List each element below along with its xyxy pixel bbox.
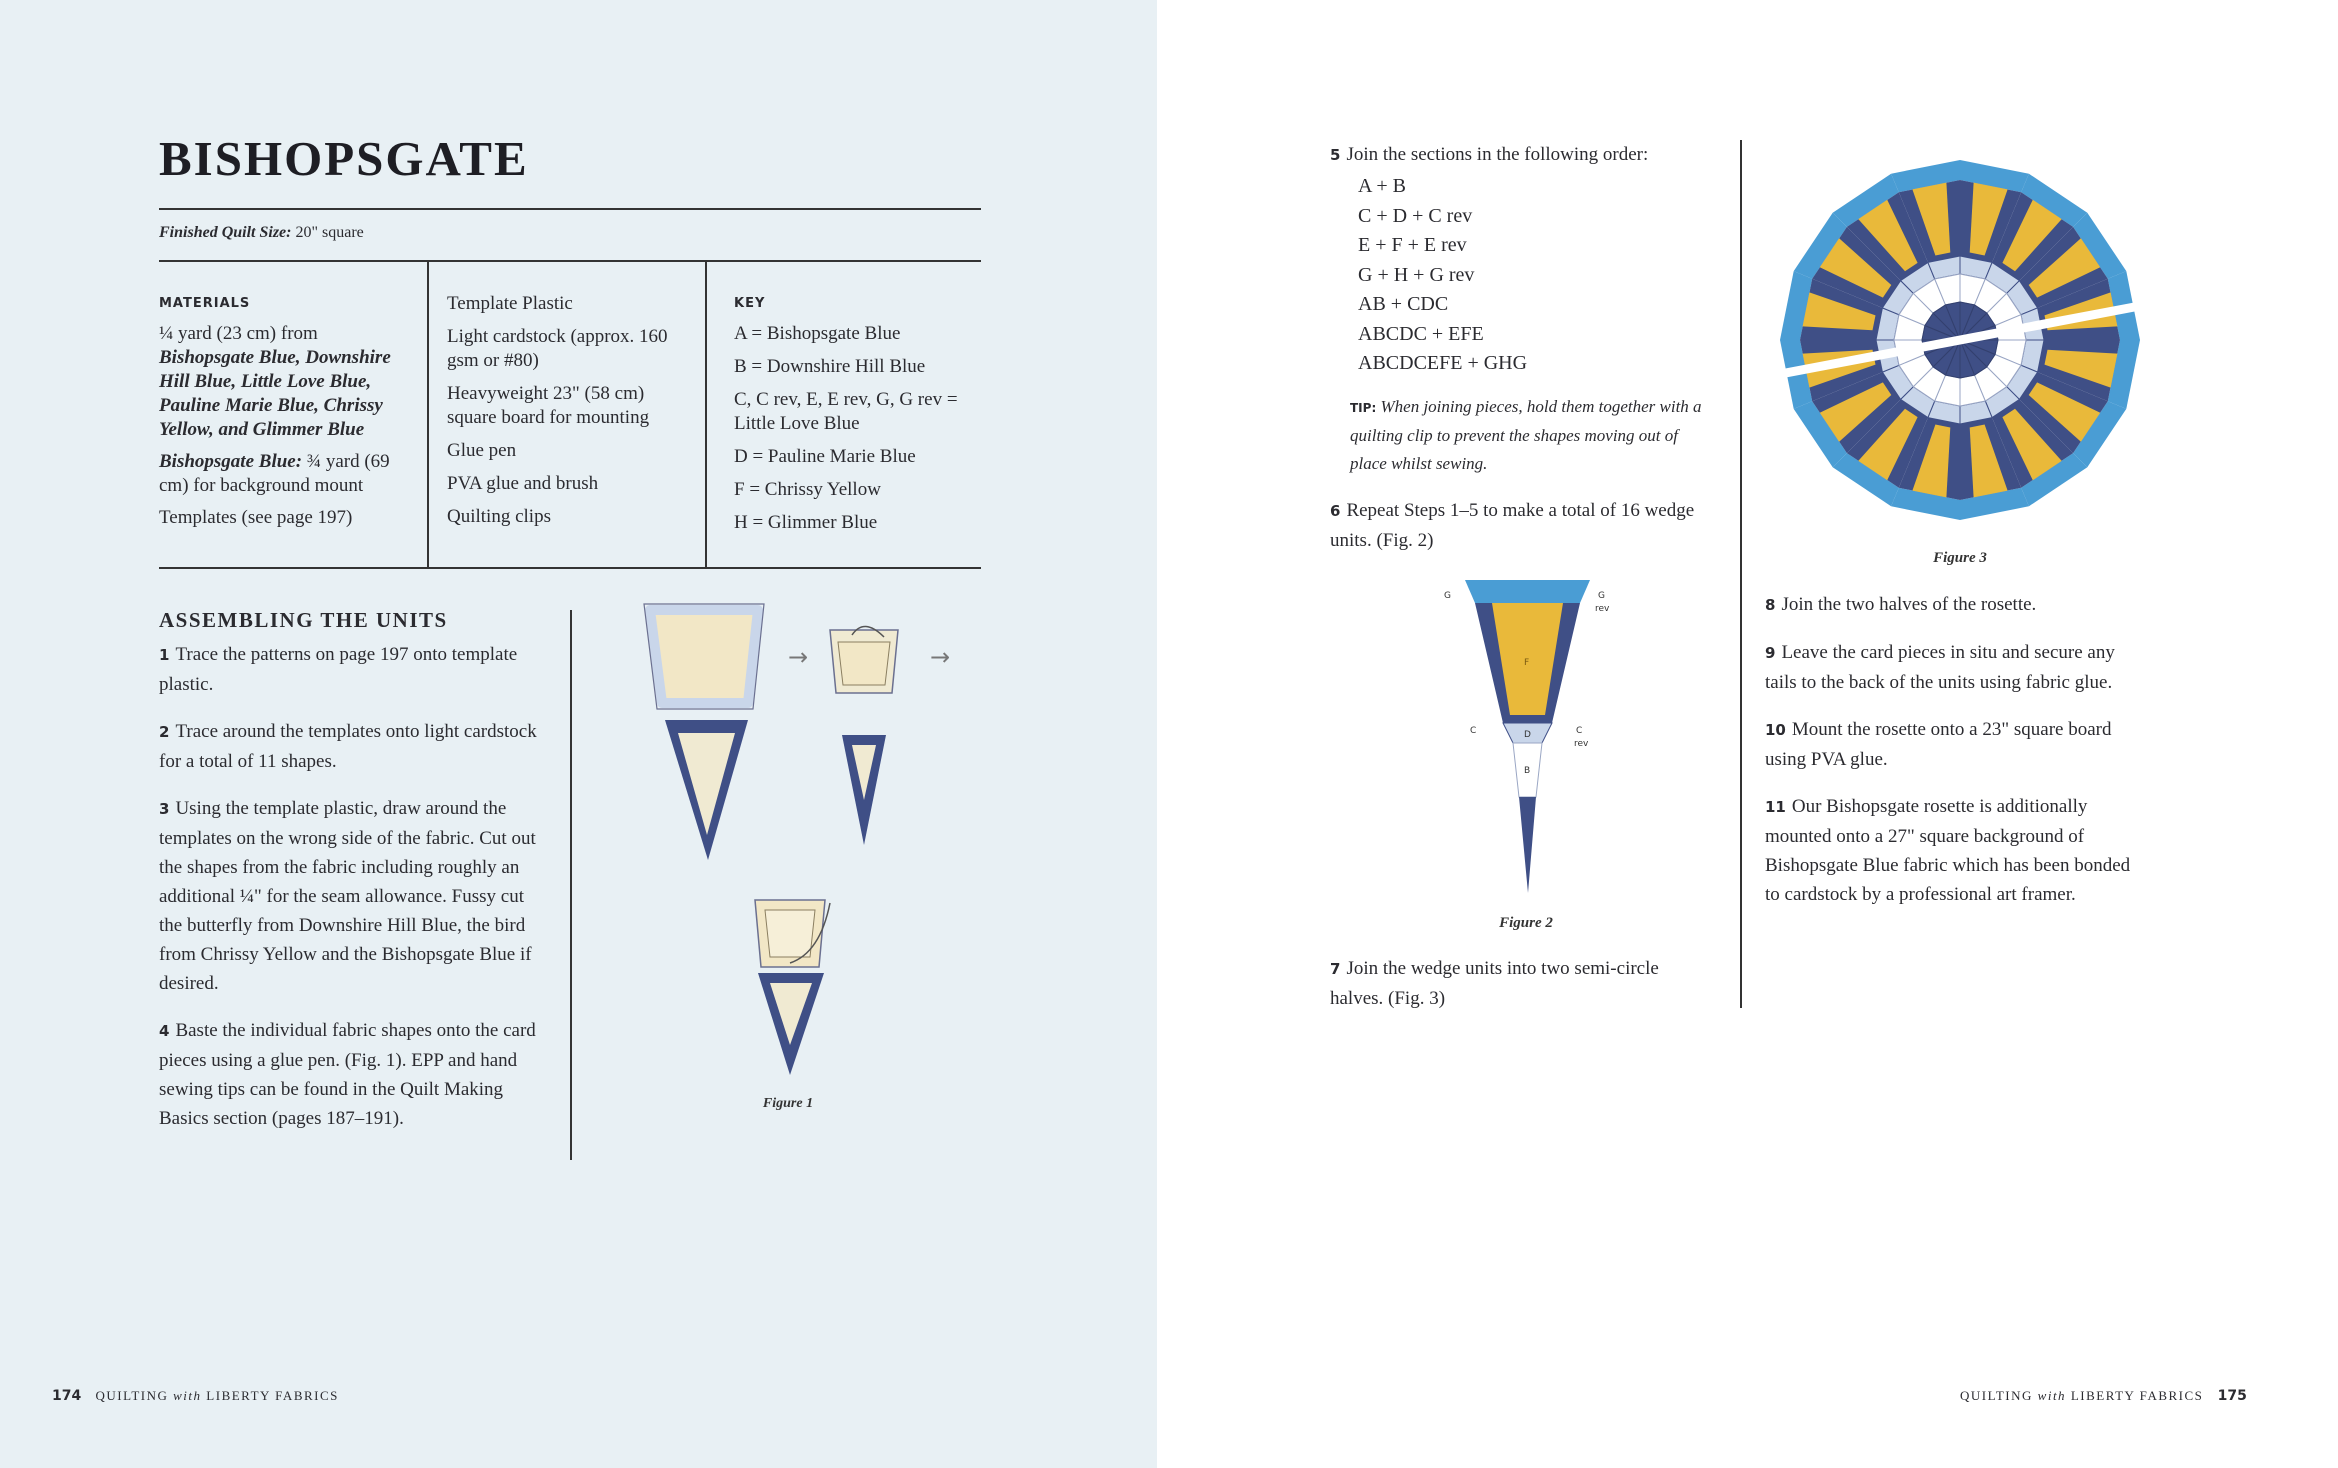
- step-number: 8: [1765, 596, 1776, 614]
- step-number: 9: [1765, 644, 1776, 662]
- running-title: LIBERTY FABRICS: [2070, 1388, 2204, 1403]
- running-title: LIBERTY FABRICS: [206, 1388, 339, 1403]
- step-text: Baste the individual fabric shapes onto the card pieces using a glue pen. (Fig. 1). EPP and hand sewing tips can be found in the Quilt Making Basics section (pages 187–191).: [159, 1020, 536, 1129]
- column-divider: [705, 262, 707, 568]
- supplies-list: [447, 292, 682, 529]
- running-title-with: with: [2037, 1388, 2067, 1403]
- materials-item-1: ¼ yard (23 cm) from Bishopsgate Blue, Downshire Hill Blue, Little Love Blue, Pauline Marie Blue, Chrissy Yellow, and Glimmer Blue: [159, 323, 391, 440]
- rosette: [1775, 160, 2145, 520]
- step-number: 4: [159, 1022, 170, 1040]
- page-number-right: 175: [2217, 1388, 2247, 1404]
- figure-1-caption: Figure 1: [762, 1096, 814, 1111]
- step-10: [1765, 715, 2140, 774]
- join-order-item: C + D + C rev: [1358, 204, 1473, 227]
- tip-label: TIP:: [1350, 400, 1377, 415]
- key-item: A = Bishopsgate Blue: [734, 323, 901, 344]
- supplies-column: [447, 292, 682, 538]
- step-text: Join the two halves of the rosette.: [1781, 594, 2037, 615]
- step-4: [159, 1016, 549, 1133]
- join-order-item: E + F + E rev: [1358, 234, 1467, 256]
- page-number-left: 174: [52, 1388, 82, 1404]
- join-order-item: G + H + G rev: [1358, 263, 1475, 286]
- template-trapezoid-large: [644, 604, 764, 709]
- tip-text: When joining pieces, hold them together with a quilting clip to prevent the shapes moving out of place whilst sewing.: [1350, 396, 1702, 473]
- step-9: [1765, 638, 2140, 697]
- right-column-divider: [1740, 140, 1742, 1008]
- footer-right: [1960, 1388, 2247, 1404]
- supply-item: Quilting clips: [447, 506, 551, 527]
- figure-1: [620, 595, 1000, 1115]
- step-number: 1: [159, 646, 170, 664]
- right-steps-col1: [1330, 140, 1715, 573]
- materials-item-2: Bishopsgate Blue: ¾ yard (69 cm) for background mount: [159, 451, 390, 496]
- label-d: D: [1524, 730, 1531, 740]
- label-b: B: [1524, 766, 1531, 776]
- key-item: C, C rev, E, E rev, G, G rev = Little Love Blue: [734, 389, 958, 434]
- template-triangle-large: [665, 720, 748, 860]
- template-triangle-small: [842, 735, 886, 845]
- arrow-icon: →: [930, 643, 951, 671]
- step-text: Using the template plastic, draw around the templates on the wrong side of the fabric. Cut out the shapes from the fabric including roughly an additional ¼" for the seam allowance. Fussy cut the butterfly from Downshire Hill Blue, the bird from Chrissy Yellow and the Bishopsgate Blue if desired.: [159, 798, 536, 994]
- step-5: 5 Join the sections in the following order:: [1330, 144, 1649, 165]
- figure-2-caption: Figure 2: [1499, 915, 1553, 931]
- arrow-icon: →: [788, 643, 809, 671]
- step-text: Mount the rosette onto a 23" square board using PVA glue.: [1765, 719, 2112, 770]
- template-trapezoid-small: [830, 626, 898, 693]
- step-7: 7 Join the wedge units into two semi-circle halves. (Fig. 3): [1330, 958, 1659, 1009]
- key-item: B = Downshire Hill Blue: [734, 356, 926, 377]
- key-item: F = Chrissy Yellow: [734, 479, 881, 500]
- basted-piece: [755, 900, 830, 1075]
- supply-item: Heavyweight 23" (58 cm) square board for mounting: [447, 383, 650, 428]
- join-order-item: ABCDC + EFE: [1358, 322, 1484, 345]
- steps-divider: [570, 610, 572, 1160]
- step-text: Trace the patterns on page 197 onto template plastic.: [159, 644, 518, 695]
- step-1: [159, 640, 549, 699]
- join-order-list: [1358, 172, 1715, 379]
- step-number: 11: [1765, 798, 1786, 816]
- step-2: [159, 717, 549, 776]
- finished-size-value: 20" square: [295, 224, 364, 241]
- supply-item: Light cardstock (approx. 160 gsm or #80): [447, 326, 668, 371]
- footer-left: [52, 1388, 339, 1404]
- supply-item: PVA glue and brush: [447, 473, 599, 494]
- finished-size: [159, 224, 364, 242]
- step-8: [1765, 590, 2140, 620]
- figure-3-caption: Figure 3: [1933, 550, 1987, 566]
- supply-item: Glue pen: [447, 440, 517, 461]
- section-title: ASSEMBLING THE UNITS: [159, 608, 448, 632]
- running-title-with: with: [173, 1388, 202, 1403]
- step-number: 2: [159, 723, 170, 741]
- step-text: Trace around the templates onto light cardstock for a total of 11 shapes.: [159, 721, 537, 772]
- materials-item-3: Templates (see page 197): [159, 507, 353, 528]
- step-7-block: [1330, 954, 1715, 1031]
- materials-column: [159, 292, 401, 538]
- step-6: 6 Repeat Steps 1–5 to make a total of 16 wedge units. (Fig. 2): [1330, 499, 1695, 551]
- wedge-piece-h: [1519, 797, 1536, 893]
- key-item: D = Pauline Marie Blue: [734, 446, 916, 467]
- join-order-item: A + B: [1358, 175, 1406, 197]
- step-11: [1765, 792, 2140, 909]
- wedge-piece-a: [1465, 580, 1590, 603]
- step-number: 10: [1765, 721, 1786, 739]
- label-c-left: C: [1470, 726, 1477, 736]
- label-c-rev: rev: [1574, 739, 1589, 749]
- step-text: Our Bishopsgate rosette is additionally mounted onto a 27" square background of Bishopsgate Blue fabric which has been bonded to cardstock by a professional art framer.: [1765, 796, 2131, 905]
- materials-heading: MATERIALS: [159, 296, 251, 311]
- label-c-right: C: [1576, 726, 1583, 736]
- materials-top-rule: [159, 260, 981, 262]
- label-f: F: [1524, 658, 1530, 668]
- label-g-right: G: [1598, 591, 1605, 601]
- label-g-left: G: [1444, 591, 1451, 601]
- running-title: QUILTING: [1960, 1388, 2033, 1403]
- key-heading: KEY: [734, 296, 766, 311]
- right-steps-col2: [1765, 590, 2140, 927]
- join-order-item: ABCDCEFE + GHG: [1358, 352, 1528, 374]
- label-g-rev: rev: [1595, 604, 1610, 614]
- step-text: Leave the card pieces in situ and secure any tails to the back of the units using fabric glue.: [1765, 642, 2115, 693]
- step-number: 3: [159, 800, 170, 818]
- supply-item: Template Plastic: [447, 293, 573, 314]
- finished-size-label: Finished Quilt Size:: [159, 224, 292, 241]
- tip: [1350, 393, 1715, 478]
- materials-bottom-rule: [159, 567, 981, 569]
- join-order-item: AB + CDC: [1358, 293, 1449, 315]
- key-list: [734, 322, 979, 535]
- key-item: H = Glimmer Blue: [734, 512, 878, 533]
- step-3: [159, 794, 549, 998]
- page-title: BISHOPSGATE: [159, 131, 529, 186]
- running-title: QUILTING: [95, 1388, 169, 1403]
- assembly-steps: [159, 640, 549, 1151]
- column-divider: [427, 262, 429, 568]
- key-column: [734, 292, 979, 544]
- title-rule: [159, 208, 981, 210]
- figure-2: [1440, 575, 1620, 935]
- figure-3: [1770, 140, 2150, 570]
